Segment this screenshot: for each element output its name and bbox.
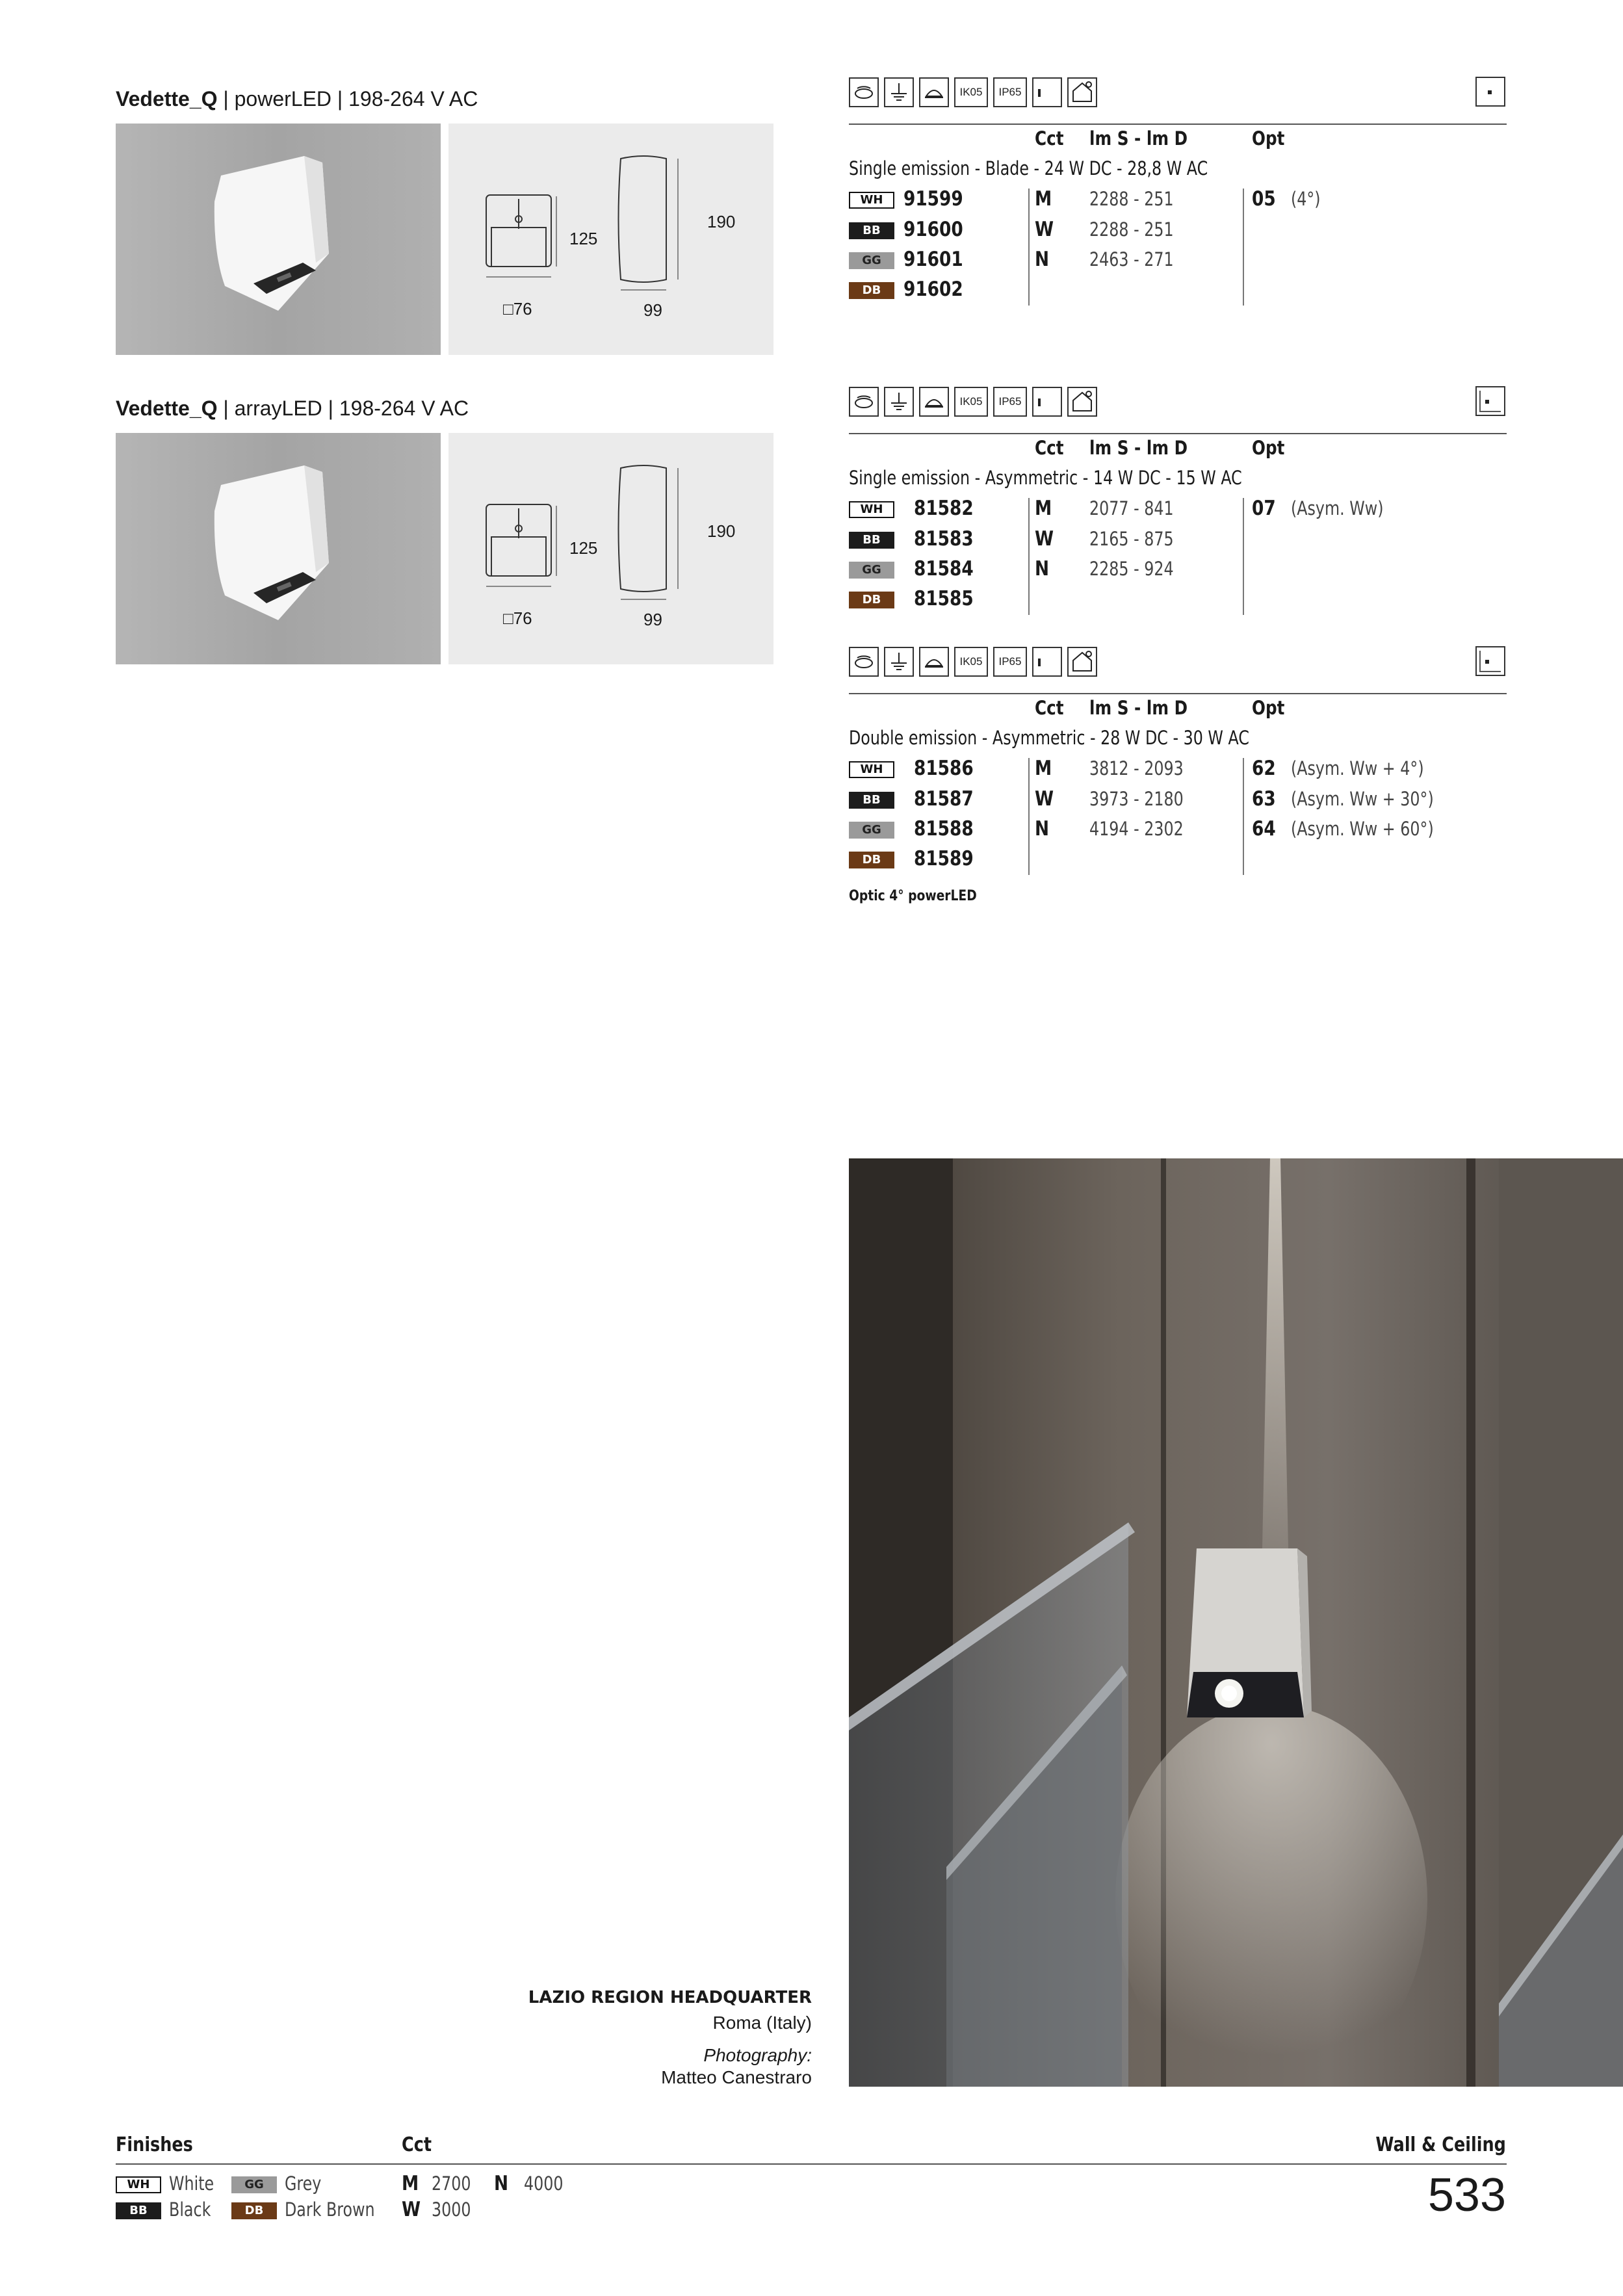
finish-badge-wh: WH bbox=[849, 761, 894, 778]
dim-height-large: 190 bbox=[707, 212, 736, 231]
lumen-value: 2077 - 841 bbox=[1089, 497, 1174, 519]
cct-value: M bbox=[1035, 757, 1052, 780]
finish-badge-gg: GG bbox=[849, 562, 894, 579]
cct-value-n: 4000 bbox=[524, 2172, 564, 2195]
photo-credit-label: Photography: bbox=[703, 2045, 812, 2065]
ik05-icon: IK05 bbox=[954, 647, 988, 677]
optic-code: 05 bbox=[1252, 187, 1276, 211]
dim-height-small: 125 bbox=[569, 538, 598, 558]
emission-icon bbox=[1475, 77, 1505, 107]
ik05-icon: IK05 bbox=[954, 77, 988, 107]
finish-badge-db: DB bbox=[231, 2202, 277, 2219]
product-code: 81583 bbox=[914, 527, 974, 551]
cct-value: N bbox=[1035, 248, 1050, 271]
class-icon bbox=[1032, 77, 1062, 107]
lumen-value: 2288 - 251 bbox=[1089, 188, 1174, 210]
product-spec: | arrayLED | 198-264 V AC bbox=[217, 397, 469, 420]
table-rule bbox=[849, 433, 1507, 434]
cct-code-w: W bbox=[402, 2198, 421, 2221]
outdoor-icon bbox=[1067, 647, 1097, 677]
product-photo-2 bbox=[116, 433, 441, 664]
product-title-1 bbox=[116, 87, 478, 111]
lumen-value: 2288 - 251 bbox=[1089, 218, 1174, 241]
product-code: 91600 bbox=[903, 218, 963, 241]
finish-badge-gg: GG bbox=[849, 252, 894, 269]
footer-cct-title: Cct bbox=[402, 2133, 432, 2156]
finish-badge-wh: WH bbox=[116, 2176, 161, 2193]
ip65-icon: IP65 bbox=[993, 647, 1027, 677]
col-header-lm: lm S - lm D bbox=[1089, 697, 1188, 719]
installation-photo bbox=[849, 1158, 1623, 2087]
product-code: 81588 bbox=[914, 817, 974, 841]
dim-width-square: □76 bbox=[503, 299, 532, 319]
photographer-name: Matteo Canestraro bbox=[661, 2067, 812, 2087]
icon-row bbox=[849, 77, 1507, 108]
spec-table-1 bbox=[849, 77, 1507, 337]
lumen-value: 3973 - 2180 bbox=[1089, 788, 1184, 810]
column-divider bbox=[1028, 758, 1030, 875]
ground-icon bbox=[884, 77, 914, 107]
finish-badge-db: DB bbox=[849, 592, 894, 608]
col-header-lm: lm S - lm D bbox=[1089, 127, 1188, 150]
product-code: 81589 bbox=[914, 847, 974, 870]
wall-mount-icon bbox=[919, 77, 949, 107]
cct-value-w: 3000 bbox=[432, 2198, 471, 2221]
wall-mount-icon bbox=[919, 387, 949, 417]
optic-code: 64 bbox=[1252, 817, 1276, 841]
col-header-opt: Opt bbox=[1252, 697, 1285, 719]
class-icon bbox=[1032, 387, 1062, 417]
dim-height-large: 190 bbox=[707, 521, 736, 541]
optic-desc: (Asym. Ww + 60°) bbox=[1291, 818, 1434, 840]
finish-badge-gg: GG bbox=[849, 822, 894, 839]
emission-icon bbox=[1475, 646, 1505, 676]
footer-section: Wall & Ceiling bbox=[1375, 2133, 1506, 2156]
optic-desc: (Asym. Ww) bbox=[1291, 497, 1384, 519]
rotation-icon bbox=[849, 77, 879, 107]
col-header-lm: lm S - lm D bbox=[1089, 437, 1188, 459]
finish-badge-bb: BB bbox=[849, 222, 894, 239]
cct-value: W bbox=[1035, 218, 1054, 241]
product-code: 91599 bbox=[903, 187, 963, 211]
page-number: 533 bbox=[1427, 2169, 1506, 2221]
ground-icon bbox=[884, 647, 914, 677]
finish-badge-wh: WH bbox=[849, 192, 894, 209]
cct-value: M bbox=[1035, 497, 1052, 520]
column-divider bbox=[1028, 498, 1030, 615]
col-header-cct: Cct bbox=[1035, 697, 1064, 719]
ip65-icon: IP65 bbox=[993, 387, 1027, 417]
col-header-opt: Opt bbox=[1252, 127, 1285, 150]
cct-value: W bbox=[1035, 787, 1054, 811]
cct-code-m: M bbox=[402, 2172, 419, 2195]
spec-table-2 bbox=[849, 386, 1507, 620]
dim-height-small: 125 bbox=[569, 229, 598, 248]
finish-badge-bb: BB bbox=[116, 2202, 161, 2219]
project-location: Roma (Italy) bbox=[712, 2013, 812, 2033]
product-code: 81585 bbox=[914, 587, 974, 610]
optic-code: 07 bbox=[1252, 497, 1276, 520]
col-header-cct: Cct bbox=[1035, 127, 1064, 150]
product-drawing-1 bbox=[448, 124, 773, 355]
optic-desc: (Asym. Ww + 4°) bbox=[1291, 757, 1424, 779]
col-header-cct: Cct bbox=[1035, 437, 1064, 459]
spec-table-3 bbox=[849, 646, 1507, 919]
icon-row bbox=[849, 646, 1507, 677]
optic-code: 63 bbox=[1252, 787, 1276, 811]
cct-value: M bbox=[1035, 187, 1052, 211]
optic-desc: (Asym. Ww + 30°) bbox=[1291, 788, 1434, 810]
table-rule bbox=[849, 124, 1507, 125]
ip65-icon: IP65 bbox=[993, 77, 1027, 107]
optic-note: Optic 4° powerLED bbox=[849, 888, 977, 904]
table-subtitle: Single emission - Asymmetric - 14 W DC - 15 W AC bbox=[849, 467, 1242, 489]
icon-row bbox=[849, 386, 1507, 417]
dim-width-side: 99 bbox=[643, 300, 662, 320]
rotation-icon bbox=[849, 647, 879, 677]
product-code: 91601 bbox=[903, 248, 963, 271]
finish-badge-wh: WH bbox=[849, 501, 894, 518]
ground-icon bbox=[884, 387, 914, 417]
product-photo-1 bbox=[116, 124, 441, 355]
footer-rule bbox=[116, 2163, 1507, 2165]
wall-mount-icon bbox=[919, 647, 949, 677]
outdoor-icon bbox=[1067, 387, 1097, 417]
product-code: 91602 bbox=[903, 278, 963, 301]
project-name: LAZIO REGION HEADQUARTER bbox=[528, 1988, 812, 2007]
product-code: 81582 bbox=[914, 497, 974, 520]
table-subtitle: Single emission - Blade - 24 W DC - 28,8 W AC bbox=[849, 157, 1208, 179]
product-code: 81586 bbox=[914, 757, 974, 780]
class-icon bbox=[1032, 647, 1062, 677]
rotation-icon bbox=[849, 387, 879, 417]
finish-badge-db: DB bbox=[849, 852, 894, 868]
column-divider bbox=[1243, 498, 1244, 615]
lumen-value: 4194 - 2302 bbox=[1089, 818, 1184, 840]
product-name: Vedette_Q bbox=[116, 87, 218, 111]
table-subtitle: Double emission - Asymmetric - 28 W DC - 30 W AC bbox=[849, 727, 1249, 749]
product-code: 81584 bbox=[914, 557, 974, 581]
lumen-value: 2285 - 924 bbox=[1089, 558, 1174, 580]
cct-value: N bbox=[1035, 557, 1050, 581]
lumen-value: 2463 - 271 bbox=[1089, 248, 1174, 270]
finish-label-dark-brown: Dark Brown bbox=[285, 2198, 375, 2221]
finish-badge-db: DB bbox=[849, 282, 894, 299]
dim-width-square: □76 bbox=[503, 608, 532, 628]
product-spec: | powerLED | 198-264 V AC bbox=[217, 87, 478, 111]
product-title-2 bbox=[116, 397, 469, 421]
product-name: Vedette_Q bbox=[116, 397, 218, 420]
product-drawing-2 bbox=[448, 433, 773, 664]
finish-label-black: Black bbox=[169, 2198, 211, 2221]
finish-badge-bb: BB bbox=[849, 532, 894, 549]
ik05-icon: IK05 bbox=[954, 387, 988, 417]
col-header-opt: Opt bbox=[1252, 437, 1285, 459]
footer-finishes-title: Finishes bbox=[116, 2133, 193, 2156]
lumen-value: 3812 - 2093 bbox=[1089, 757, 1184, 779]
column-divider bbox=[1243, 189, 1244, 306]
dim-width-side: 99 bbox=[643, 610, 662, 629]
finish-label-white: White bbox=[169, 2172, 214, 2195]
lumen-value: 2165 - 875 bbox=[1089, 528, 1174, 550]
finish-badge-bb: BB bbox=[849, 792, 894, 809]
cct-value: W bbox=[1035, 527, 1054, 551]
emission-icon bbox=[1475, 386, 1505, 416]
column-divider bbox=[1243, 758, 1244, 875]
cct-value-m: 2700 bbox=[432, 2172, 471, 2195]
cct-value: N bbox=[1035, 817, 1050, 841]
cct-code-n: N bbox=[494, 2172, 509, 2195]
column-divider bbox=[1028, 189, 1030, 306]
finish-label-grey: Grey bbox=[285, 2172, 322, 2195]
optic-code: 62 bbox=[1252, 757, 1276, 780]
table-rule bbox=[849, 693, 1507, 694]
finish-badge-gg: GG bbox=[231, 2176, 277, 2193]
optic-desc: (4°) bbox=[1291, 188, 1321, 210]
outdoor-icon bbox=[1067, 77, 1097, 107]
product-code: 81587 bbox=[914, 787, 974, 811]
